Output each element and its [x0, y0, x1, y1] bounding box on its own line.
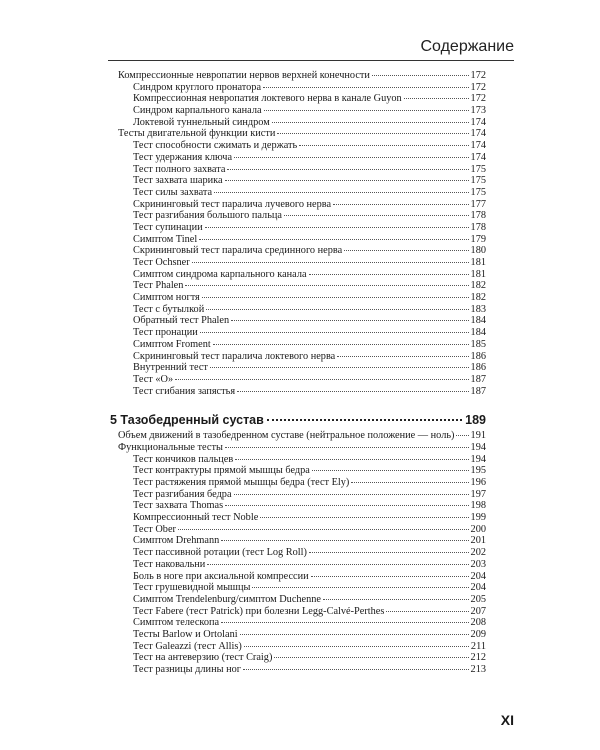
- toc-entry[interactable]: [118, 465, 486, 477]
- toc-entry-title: Компрессионный тест Noble: [133, 512, 259, 524]
- header-title: Содержание: [420, 38, 514, 55]
- toc-entry-page: 209: [470, 628, 486, 640]
- toc-entry-title: Синдром круглого пронатора: [133, 81, 262, 93]
- toc-entry[interactable]: [118, 70, 486, 82]
- toc-entry-title: Скрининговый тест паралича локтевого нерва: [133, 350, 336, 362]
- leader-dots: [351, 482, 468, 483]
- leader-dots: [213, 344, 469, 345]
- toc-entry-page: 187: [470, 373, 486, 385]
- toc-entry-title: Компрессионная невропатия локтевого нерва в канале Guyon: [133, 93, 402, 105]
- toc-entry-page: 185: [470, 338, 486, 350]
- leader-dots: [344, 250, 468, 251]
- toc-entry-page: 184: [470, 315, 486, 327]
- leader-dots: [207, 564, 468, 565]
- toc-entry[interactable]: [118, 535, 486, 547]
- leader-dots: [309, 552, 469, 553]
- toc-entry-title: Тест наковальни: [133, 558, 206, 570]
- leader-dots: [206, 309, 468, 310]
- toc-entry-title: Тест Phalen: [133, 280, 184, 292]
- toc-entry-page: 199: [470, 512, 486, 524]
- toc-entry[interactable]: [118, 117, 486, 129]
- toc-entry-page: 211: [470, 640, 486, 652]
- leader-dots: [456, 435, 468, 436]
- leader-dots: [185, 285, 468, 286]
- toc-entry-title: Тесты двигательной функции кисти: [118, 128, 276, 140]
- toc-entry-page: 173: [470, 105, 486, 117]
- toc-entry-title: Тест сгибания запястья: [133, 385, 236, 397]
- toc-entry[interactable]: [118, 454, 486, 466]
- toc-entry[interactable]: [118, 594, 486, 606]
- toc-entry-title: Тесты Barlow и Ortolani: [133, 628, 238, 640]
- toc-entry-page: 191: [470, 430, 486, 442]
- toc-entry-page: 184: [470, 327, 486, 339]
- leader-dots: [267, 419, 462, 421]
- leader-dots: [252, 587, 468, 588]
- toc-entry[interactable]: [118, 512, 486, 524]
- leader-dots: [240, 634, 469, 635]
- leader-dots: [323, 599, 469, 600]
- running-header: [0, 0, 600, 61]
- page-number: XI: [500, 712, 514, 728]
- toc-entry[interactable]: [118, 339, 486, 351]
- toc-entry-page: 175: [470, 186, 486, 198]
- toc-entry-page: 205: [470, 593, 486, 605]
- table-of-contents: [110, 70, 486, 676]
- toc-entry-page: 181: [470, 268, 486, 280]
- toc-entry-page: 186: [470, 350, 486, 362]
- leader-dots: [309, 274, 469, 275]
- toc-entry-page: 202: [470, 547, 486, 559]
- toc-entry-page: 198: [470, 500, 486, 512]
- toc-entry[interactable]: [118, 304, 486, 316]
- toc-entry-page: 207: [470, 605, 486, 617]
- toc-entry[interactable]: [118, 489, 486, 501]
- toc-entry-title: Симптом Trendelenburg/симптом Duchenne: [133, 593, 321, 605]
- toc-entry[interactable]: [118, 175, 486, 187]
- toc-entry[interactable]: [118, 362, 486, 374]
- toc-entry[interactable]: [118, 82, 486, 94]
- toc-entry[interactable]: [118, 559, 486, 571]
- toc-entry[interactable]: [118, 245, 486, 257]
- toc-entry-page: 187: [470, 385, 486, 397]
- toc-entry-page: 204: [470, 570, 486, 582]
- leader-dots: [210, 367, 469, 368]
- toc-entry[interactable]: [118, 327, 486, 339]
- toc-section-hip: [118, 430, 486, 675]
- leader-dots: [235, 459, 468, 460]
- toc-entry-title: Функциональные тесты: [118, 441, 223, 453]
- toc-entry-page: 178: [470, 210, 486, 222]
- leader-dots: [227, 169, 468, 170]
- toc-entry-page: 195: [470, 465, 486, 477]
- toc-entry[interactable]: [118, 664, 486, 676]
- toc-entry-title: Тест на антеверзию (тест Craig): [133, 652, 273, 664]
- toc-entry-title: Симптом ногтя: [133, 292, 200, 304]
- leader-dots: [272, 122, 469, 123]
- toc-entry-page: 174: [470, 128, 486, 140]
- toc-entry-title: Тест контрактуры прямой мышцы бедра: [133, 465, 310, 477]
- toc-entry-page: 204: [470, 582, 486, 594]
- leader-dots: [284, 215, 469, 216]
- toc-entry-page: 203: [470, 558, 486, 570]
- toc-entry-title: Объем движений в тазобедренном суставе (нейтральное положение — ноль): [118, 430, 455, 442]
- leader-dots: [372, 75, 469, 76]
- toc-entry-page: 182: [470, 292, 486, 304]
- toc-entry[interactable]: [118, 629, 486, 641]
- leader-dots: [333, 204, 468, 205]
- chapter-heading[interactable]: [110, 412, 486, 428]
- toc-entry-title: Тест разницы длины ног: [133, 664, 241, 675]
- leader-dots: [274, 657, 468, 658]
- leader-dots: [386, 611, 468, 612]
- toc-entry[interactable]: [118, 571, 486, 583]
- toc-entry-page: 177: [470, 198, 486, 210]
- toc-entry-title: Тест Galeazzi (тест Allis): [133, 640, 242, 652]
- toc-entry[interactable]: [118, 524, 486, 536]
- leader-dots: [234, 494, 469, 495]
- toc-entry[interactable]: [118, 164, 486, 176]
- toc-entry-page: 194: [470, 453, 486, 465]
- toc-entry-title: Симптом синдрома карпального канала: [133, 268, 307, 280]
- leader-dots: [299, 145, 468, 146]
- toc-entry-page: 212: [470, 652, 486, 664]
- toc-entry-title: Тест с бутылкой: [133, 303, 205, 315]
- leader-dots: [311, 576, 469, 577]
- toc-entry[interactable]: [118, 152, 486, 164]
- toc-entry[interactable]: [118, 442, 486, 454]
- toc-entry-title: Скрининговый тест паралича срединного нерва: [133, 245, 343, 257]
- toc-entry-title: Тест силы захвата: [133, 186, 213, 198]
- toc-entry-title: Компрессионные невропатии нервов верхней конечности: [118, 70, 370, 81]
- toc-entry-title: Тест «О»: [133, 373, 174, 385]
- toc-entry-page: 172: [470, 70, 486, 81]
- toc-entry[interactable]: [118, 199, 486, 211]
- toc-entry-page: 175: [470, 175, 486, 187]
- toc-entry-page: 197: [470, 488, 486, 500]
- toc-entry[interactable]: [118, 140, 486, 152]
- toc-entry[interactable]: [118, 222, 486, 234]
- toc-entry-page: 181: [470, 257, 486, 268]
- toc-entry-title: Тест грушевидной мышцы: [133, 582, 251, 594]
- leader-dots: [175, 379, 468, 380]
- toc-section-hand: [118, 70, 486, 397]
- toc-entry-title: Тест разгибания бедра: [133, 488, 232, 500]
- toc-entry-title: Обратный тест Phalen: [133, 315, 230, 327]
- toc-entry-page: 174: [470, 140, 486, 152]
- toc-entry-page: 179: [470, 233, 486, 245]
- toc-entry[interactable]: [118, 386, 486, 398]
- leader-dots: [192, 262, 469, 263]
- toc-entry-title: Тест пронации: [133, 327, 198, 339]
- leader-dots: [214, 192, 468, 193]
- toc-entry-title: Внутренний тест: [133, 362, 208, 374]
- toc-entry-title: Локтевой туннельный синдром: [133, 116, 270, 128]
- toc-entry-title: Симптом телескопа: [133, 617, 220, 629]
- toc-entry[interactable]: [118, 280, 486, 292]
- toc-entry-title: Тест кончиков пальцев: [133, 453, 234, 465]
- toc-entry[interactable]: [118, 641, 486, 653]
- toc-entry-title: Тест полного захвата: [133, 163, 226, 175]
- leader-dots: [225, 447, 469, 448]
- leader-dots: [225, 180, 469, 181]
- toc-entry-page: 172: [470, 93, 486, 105]
- toc-entry-page: 174: [470, 151, 486, 163]
- toc-entry-title: Скрининговый тест паралича лучевого нерва: [133, 198, 332, 210]
- toc-entry-title: Тест захвата Thomas: [133, 500, 224, 512]
- leader-dots: [200, 332, 469, 333]
- toc-entry-page: 174: [470, 116, 486, 128]
- leader-dots: [202, 297, 469, 298]
- leader-dots: [205, 227, 469, 228]
- leader-dots: [264, 110, 469, 111]
- toc-entry-page: 196: [470, 477, 486, 488]
- toc-entry-page: 183: [470, 303, 486, 315]
- toc-entry-page: 180: [470, 245, 486, 257]
- chapter-title: 5 Тазобедренный сустав: [110, 413, 264, 428]
- leader-dots: [234, 157, 469, 158]
- leader-dots: [231, 320, 468, 321]
- leader-dots: [260, 517, 468, 518]
- toc-entry-title: Тест способности сжимать и держать: [133, 140, 298, 152]
- toc-entry[interactable]: [118, 500, 486, 512]
- leader-dots: [237, 391, 468, 392]
- leader-dots: [199, 239, 468, 240]
- toc-entry[interactable]: [118, 374, 486, 386]
- toc-entry-page: 200: [470, 523, 486, 535]
- toc-entry-title: Тест растяжения прямой мышцы бедра (тест Ely): [133, 477, 350, 488]
- toc-entry-title: Тест супинации: [133, 221, 203, 233]
- toc-entry[interactable]: [118, 269, 486, 281]
- toc-entry[interactable]: [118, 547, 486, 559]
- leader-dots: [243, 669, 469, 670]
- toc-entry[interactable]: [118, 128, 486, 140]
- toc-entry-title: Тест разгибания большого пальца: [133, 210, 282, 222]
- toc-entry[interactable]: [118, 187, 486, 199]
- toc-entry[interactable]: [118, 315, 486, 327]
- toc-entry-page: 182: [470, 280, 486, 292]
- toc-entry-title: Тест Ochsner: [133, 257, 190, 268]
- toc-entry[interactable]: [118, 210, 486, 222]
- toc-entry[interactable]: [118, 430, 486, 442]
- toc-entry[interactable]: [118, 93, 486, 105]
- toc-entry-title: Тест удержания ключа: [133, 151, 233, 163]
- leader-dots: [221, 622, 468, 623]
- toc-entry-title: Боль в ноге при аксиальной компрессии: [133, 570, 309, 582]
- leader-dots: [277, 133, 468, 134]
- toc-entry[interactable]: [118, 105, 486, 117]
- leader-dots: [404, 98, 469, 99]
- toc-entry[interactable]: [118, 351, 486, 363]
- toc-entry[interactable]: [118, 652, 486, 664]
- toc-entry-title: Тест Fabere (тест Patrick) при болезни Legg-Calvé-Perthes: [133, 605, 385, 617]
- toc-entry-title: Тест захвата шарика: [133, 175, 223, 187]
- toc-entry-page: 194: [470, 441, 486, 453]
- chapter-page: 189: [465, 413, 486, 428]
- leader-dots: [337, 356, 468, 357]
- toc-entry-title: Тест Ober: [133, 523, 176, 535]
- toc-entry-title: Симптом Drehmann: [133, 535, 220, 547]
- toc-entry[interactable]: [118, 292, 486, 304]
- toc-entry[interactable]: [118, 234, 486, 246]
- leader-dots: [178, 529, 469, 530]
- toc-entry-page: 172: [470, 81, 486, 93]
- toc-entry-page: 178: [470, 221, 486, 233]
- toc-entry[interactable]: [118, 582, 486, 594]
- toc-entry[interactable]: [118, 617, 486, 629]
- toc-entry-page: 208: [470, 617, 486, 629]
- header-rule: [108, 60, 514, 61]
- toc-entry[interactable]: [118, 477, 486, 489]
- toc-entry-page: 175: [470, 163, 486, 175]
- toc-entry[interactable]: [118, 257, 486, 269]
- toc-entry-page: 186: [470, 362, 486, 374]
- leader-dots: [221, 540, 468, 541]
- leader-dots: [312, 470, 469, 471]
- toc-entry-page: 201: [470, 535, 486, 547]
- toc-entry-title: Симптом Tinel: [133, 233, 198, 245]
- toc-entry-page: 213: [470, 664, 486, 675]
- leader-dots: [225, 505, 468, 506]
- toc-entry[interactable]: [118, 606, 486, 618]
- leader-dots: [244, 646, 469, 647]
- leader-dots: [263, 87, 469, 88]
- toc-entry-title: Симптом Froment: [133, 338, 211, 350]
- toc-entry-title: Тест пассивной ротации (тест Log Roll): [133, 547, 307, 559]
- toc-entry-title: Синдром карпального канала: [133, 105, 262, 117]
